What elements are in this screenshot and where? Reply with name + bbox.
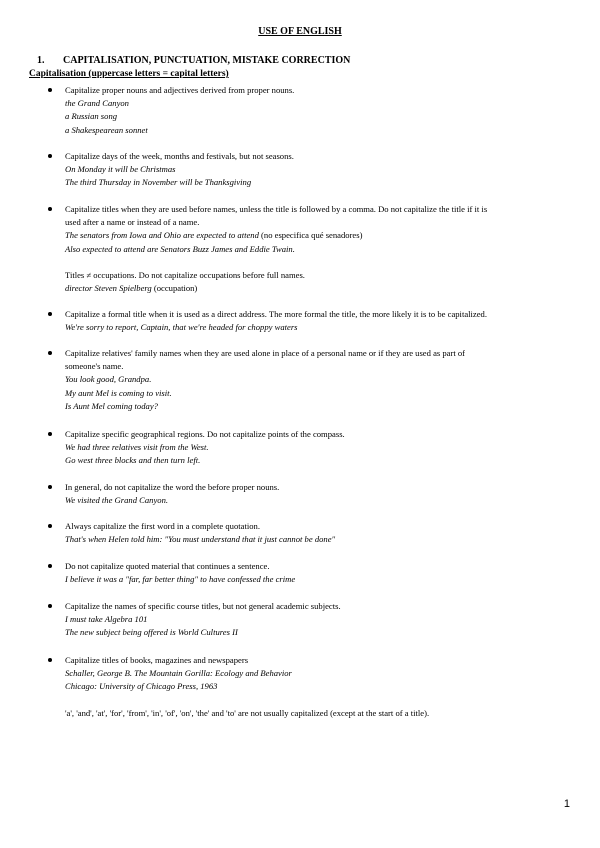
line-text: Schaller, George B. The Mountain Gorilla: Ecology and Behavior xyxy=(65,668,292,679)
line-text: Capitalize titles when they are used before names, unless the title is followed by a comma. Do not capitalize the title if it is xyxy=(65,204,488,214)
bullet-icon xyxy=(48,564,52,568)
section-number: 1. xyxy=(37,55,45,66)
rule-text-line xyxy=(65,360,123,373)
rule-text-line xyxy=(65,216,199,229)
line-text: The senators from Iowa and Ohio are expected to attend xyxy=(65,230,259,241)
rule-text-line xyxy=(65,520,260,533)
rule-text-line xyxy=(65,308,487,321)
example-line xyxy=(65,667,292,680)
bullet-icon xyxy=(48,312,52,316)
line-text: In general, do not capitalize the word the before proper nouns. xyxy=(65,482,280,492)
line-text: Capitalize days of the week, months and festivals, but not seasons. xyxy=(65,151,294,161)
rule-text-line xyxy=(65,481,279,494)
line-note: (occupation) xyxy=(151,283,198,294)
rule-text-line xyxy=(65,707,429,720)
bullet-icon xyxy=(48,432,52,436)
rule-text-line xyxy=(65,269,305,282)
example-line xyxy=(65,454,200,467)
line-text: I believe it was a "far, far better thing" to have confessed the crime xyxy=(65,574,296,585)
rule-text-line xyxy=(65,84,294,97)
line-text: 'a', 'and', 'at', 'for', 'from', 'in', 'of', 'on', 'the' and 'to' are not usually capitalized (except at the start of a title). xyxy=(65,707,430,718)
example-line xyxy=(65,282,197,295)
line-text: Chicago: University of Chicago Press, 1963 xyxy=(65,681,218,692)
line-text: You look good, Grandpa. xyxy=(65,374,152,385)
line-text: used after a name or instead of a name. xyxy=(65,217,200,228)
line-text: Capitalize the names of specific course titles, but not general academic subjects. xyxy=(65,601,341,611)
line-text: We had three relatives visit from the West. xyxy=(65,442,209,453)
example-line xyxy=(65,494,168,507)
example-line xyxy=(65,573,295,586)
line-note: (no especifica qué senadores) xyxy=(258,230,363,241)
line-text: The new subject being offered is World Cultures II xyxy=(65,627,238,638)
bullet-icon xyxy=(48,485,52,489)
line-text: Always capitalize the first word in a complete quotation. xyxy=(65,521,260,531)
rule-text-line xyxy=(65,600,341,613)
document-title: USE OF ENGLISH xyxy=(258,26,342,37)
line-text: Capitalize proper nouns and adjectives derived from proper nouns. xyxy=(65,85,295,95)
line-text: Capitalize titles of books, magazines and newspapers xyxy=(65,655,249,665)
bullet-icon xyxy=(48,154,52,158)
page-number: 1 xyxy=(563,798,570,810)
section-title: CAPITALISATION, PUNCTUATION, MISTAKE CORRECTION xyxy=(63,55,351,66)
bullet-icon xyxy=(48,524,52,528)
line-text: Capitalize a formal title when it is used as a direct address. The more formal the title, the more likely it is to be capitalized. xyxy=(65,309,487,319)
line-text: That's when Helen told him: "You must understand that it just cannot be done" xyxy=(65,534,336,545)
example-line xyxy=(65,321,298,334)
bullet-icon xyxy=(48,351,52,355)
line-text: a Russian song xyxy=(65,111,118,122)
line-text: We visited the Grand Canyon. xyxy=(65,495,169,506)
example-line xyxy=(65,373,151,386)
rule-text-line xyxy=(65,560,270,573)
example-line xyxy=(65,613,147,626)
line-text: We're sorry to report, Captain, that we're headed for choppy waters xyxy=(65,322,298,333)
line-text: The third Thursday in November will be Thanksgiving xyxy=(65,177,252,188)
example-line xyxy=(65,229,362,242)
section-heading xyxy=(37,55,350,66)
example-line xyxy=(65,680,217,693)
line-text: a Shakespearean sonnet xyxy=(65,124,148,135)
bullet-icon xyxy=(48,88,52,92)
example-line xyxy=(65,441,209,454)
rule-text-line xyxy=(65,150,294,163)
bullet-icon xyxy=(48,604,52,608)
example-line xyxy=(65,626,238,639)
example-line xyxy=(65,533,335,546)
rule-text-line xyxy=(65,203,487,216)
bullet-icon xyxy=(48,207,52,211)
line-text: Capitalize relatives' family names when they are used alone in place of a personal name or if they are used as part of xyxy=(65,348,466,358)
line-text: Is Aunt Mel coming today? xyxy=(65,400,158,411)
line-text: Do not capitalize quoted material that continues a sentence. xyxy=(65,561,270,571)
line-text: someone's name. xyxy=(65,361,124,372)
rule-text-line xyxy=(65,428,345,441)
line-text: the Grand Canyon xyxy=(65,98,129,109)
line-text: director Steven Spielberg xyxy=(65,283,152,294)
line-text: My aunt Mel is coming to visit. xyxy=(65,387,172,398)
example-line xyxy=(65,163,176,176)
example-line xyxy=(65,124,148,137)
example-line xyxy=(65,243,295,256)
rule-text-line xyxy=(65,654,248,667)
rule-text-line xyxy=(65,347,465,360)
line-text: Capitalize specific geographical regions. Do not capitalize points of the compass. xyxy=(65,429,345,439)
example-line xyxy=(65,400,158,413)
example-line xyxy=(65,110,117,123)
line-text: On Monday it will be Christmas xyxy=(65,164,176,175)
bullet-icon xyxy=(48,658,52,662)
example-line xyxy=(65,176,251,189)
example-line xyxy=(65,387,172,400)
line-text: I must take Algebra 101 xyxy=(65,614,148,625)
subheading: Capitalisation (uppercase letters = capital letters) xyxy=(29,69,229,79)
line-text: Also expected to attend are Senators Buzz James and Eddie Twain. xyxy=(65,243,295,254)
line-text: Titles ≠ occupations. Do not capitalize occupations before full names. xyxy=(65,270,305,280)
example-line xyxy=(65,97,129,110)
line-text: Go west three blocks and then turn left. xyxy=(65,455,201,466)
